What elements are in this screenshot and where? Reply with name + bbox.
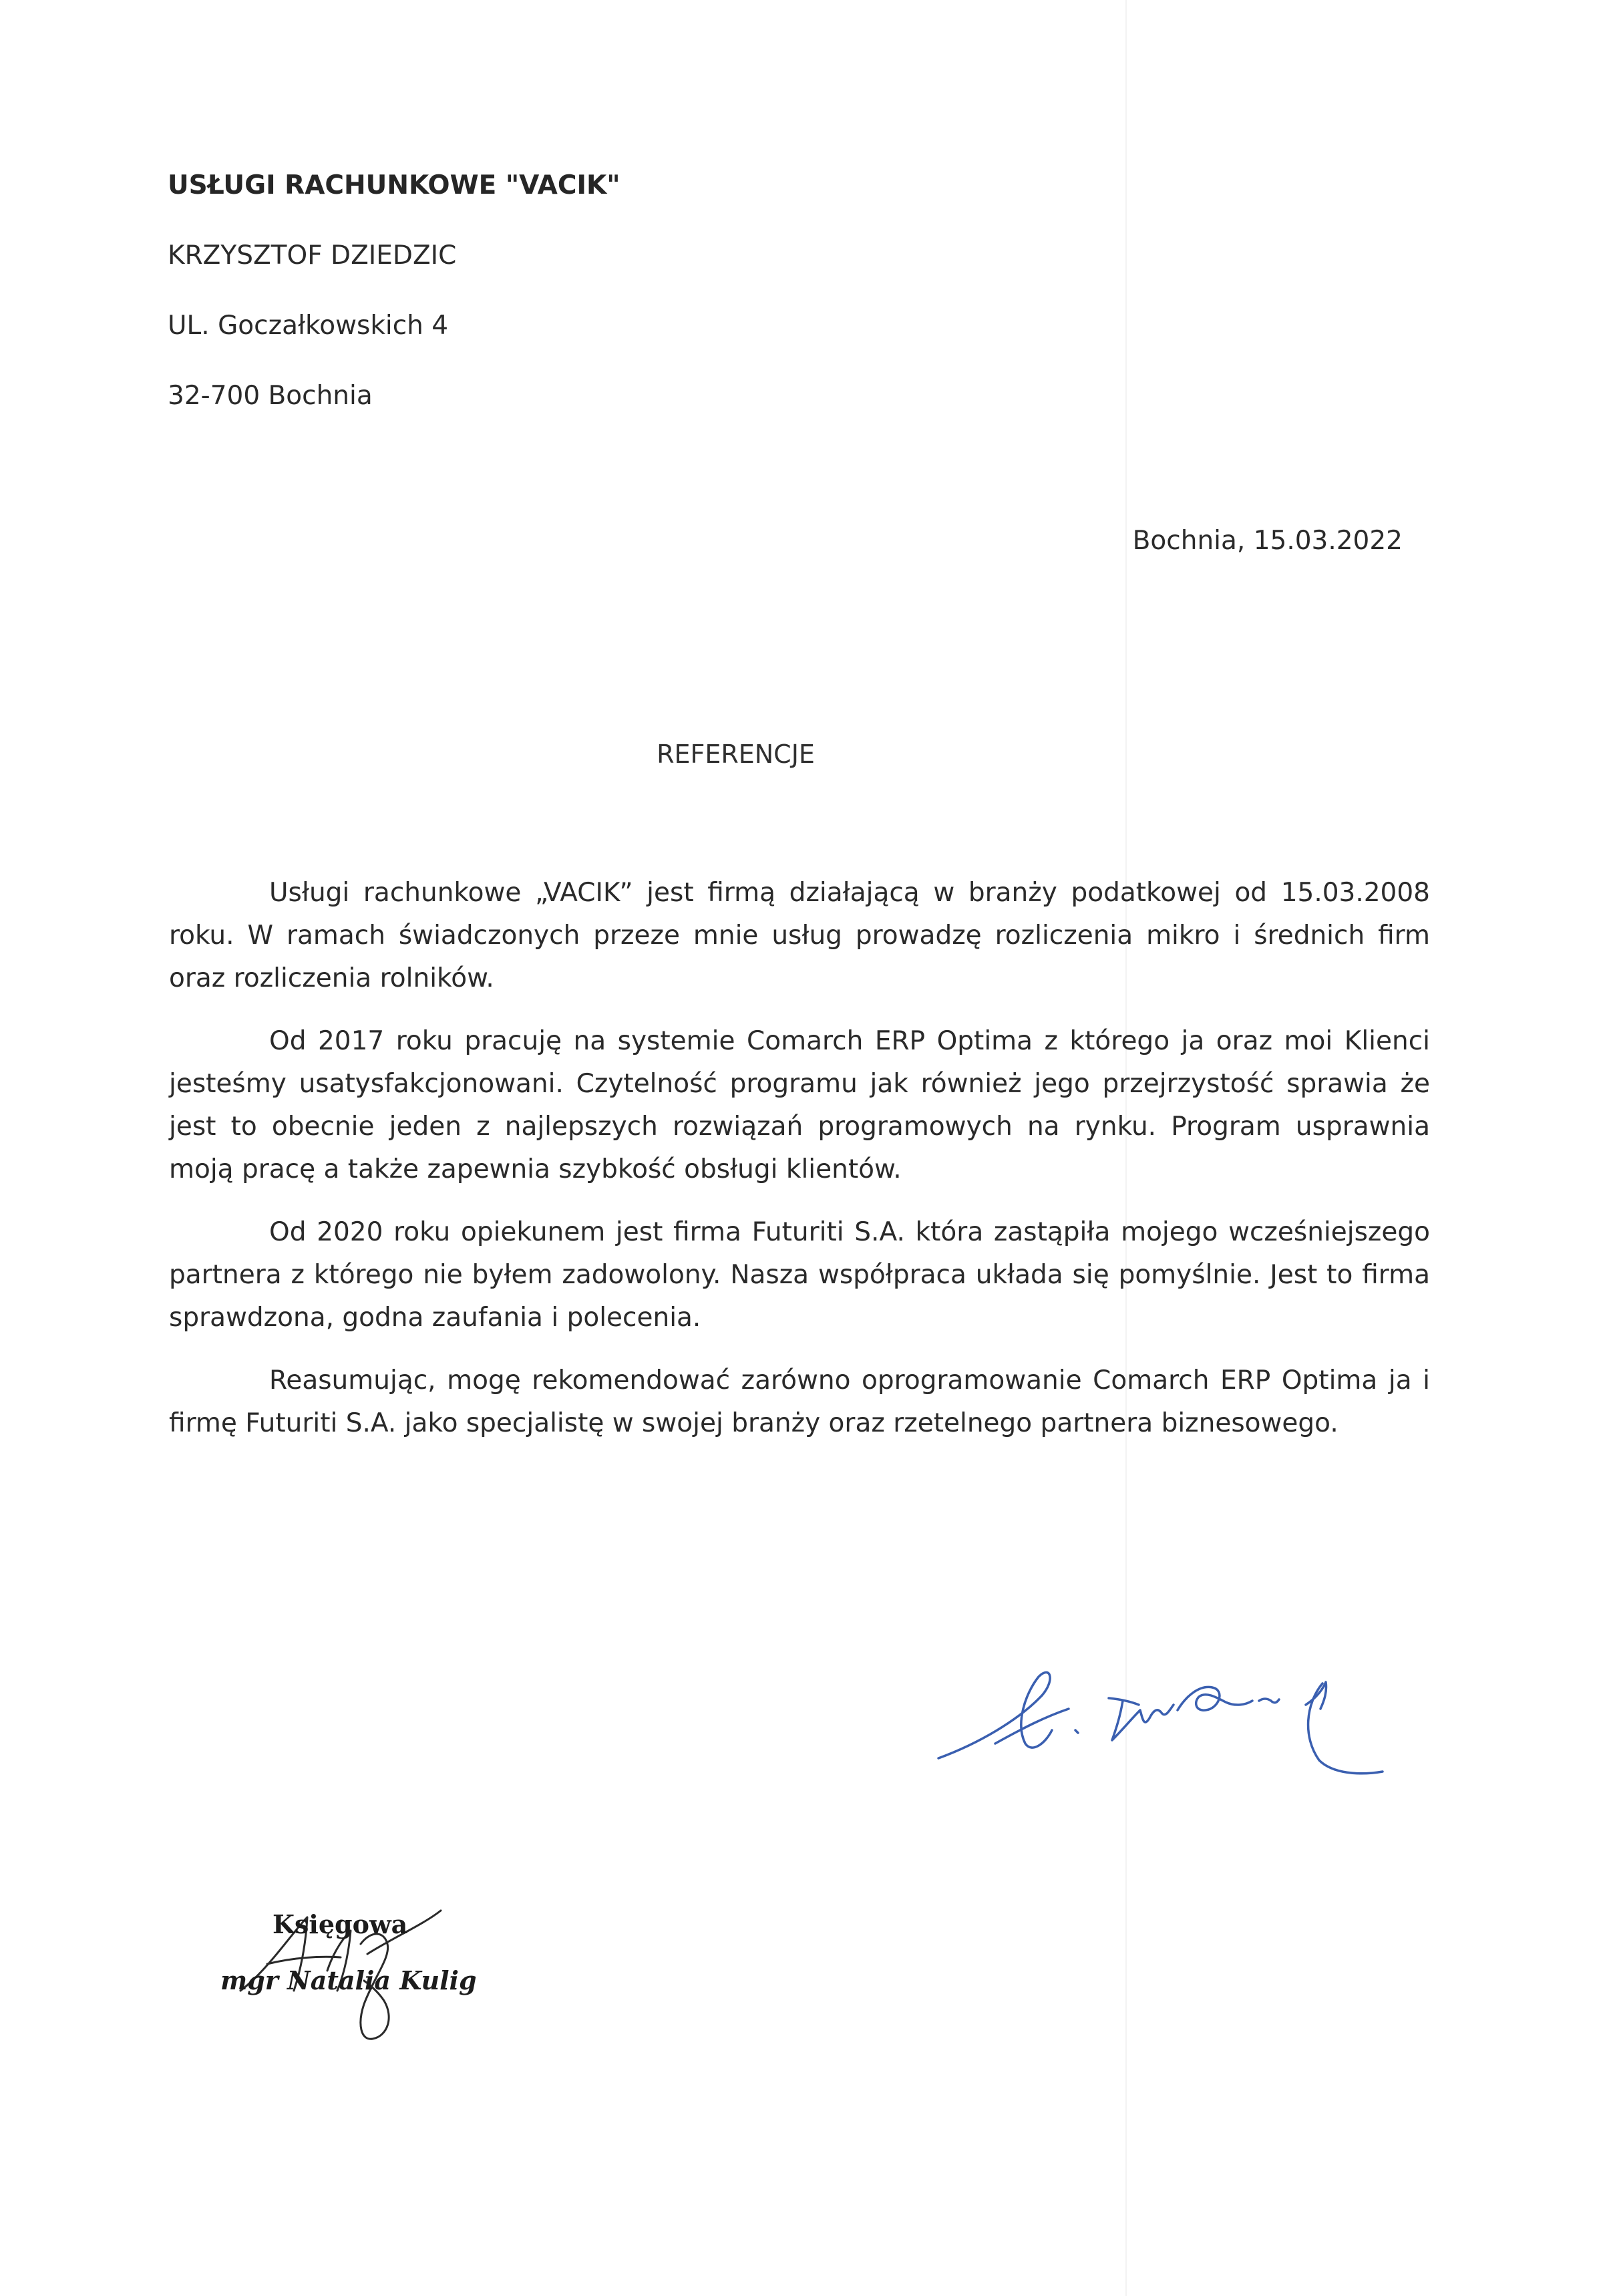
stamp-name: mgr Natalia Kulig	[220, 1965, 477, 1995]
date-line: Bochnia, 15.03.2022	[1132, 526, 1403, 556]
owner-signature	[932, 1643, 1386, 1777]
sender-company: USŁUGI RACHUNKOWE "VACIK"	[168, 170, 620, 200]
document-title: REFERENCJE	[657, 740, 815, 769]
sender-city: 32-700 Bochnia	[168, 381, 373, 411]
paragraph-3: Od 2020 roku opiekunem jest firma Futuriti S.A. która zastąpiła mojego wcześniejszego partnera z którego nie byłem zadowolony. Nasza współpraca układa się pomyślnie. Jest to firma sprawdzona, godna zaufania i polecenia.	[169, 1217, 1430, 1333]
sender-block	[168, 172, 620, 453]
paragraph-2: Od 2017 roku pracuję na systemie Comarch ERP Optima z którego ja oraz moi Klienci jesteśmy usatysfakcjonowani. Czytelność programu jak również jego przejrzystość sprawia że jest to obecnie jeden z najlepszych rozwiązań programowych na rynku. Program usprawnia moją pracę a także zapewnia szybkość obsługi klientów.	[169, 1026, 1430, 1184]
accountant-stamp	[194, 1891, 488, 2064]
sender-owner: KRZYSZTOF DZIEDZIC	[168, 240, 457, 271]
letter-body	[169, 872, 1430, 1465]
paragraph-1: Usługi rachunkowe „VACIK” jest firmą działającą w branży podatkowej od 15.03.2008 roku. W ramach świadczonych przeze mnie usług prowadzę rozliczenia mikro i średnich firm oraz rozliczenia rolników.	[169, 878, 1430, 993]
sender-street: UL. Goczałkowskich 4	[168, 311, 449, 341]
stamp-role: Księgowa	[273, 1909, 408, 1939]
paragraph-4: Reasumując, mogę rekomendować zarówno oprogramowanie Comarch ERP Optima ja i firmę Futuriti S.A. jako specjalistę w swojej branży oraz rzetelnego partnera biznesowego.	[169, 1365, 1430, 1438]
